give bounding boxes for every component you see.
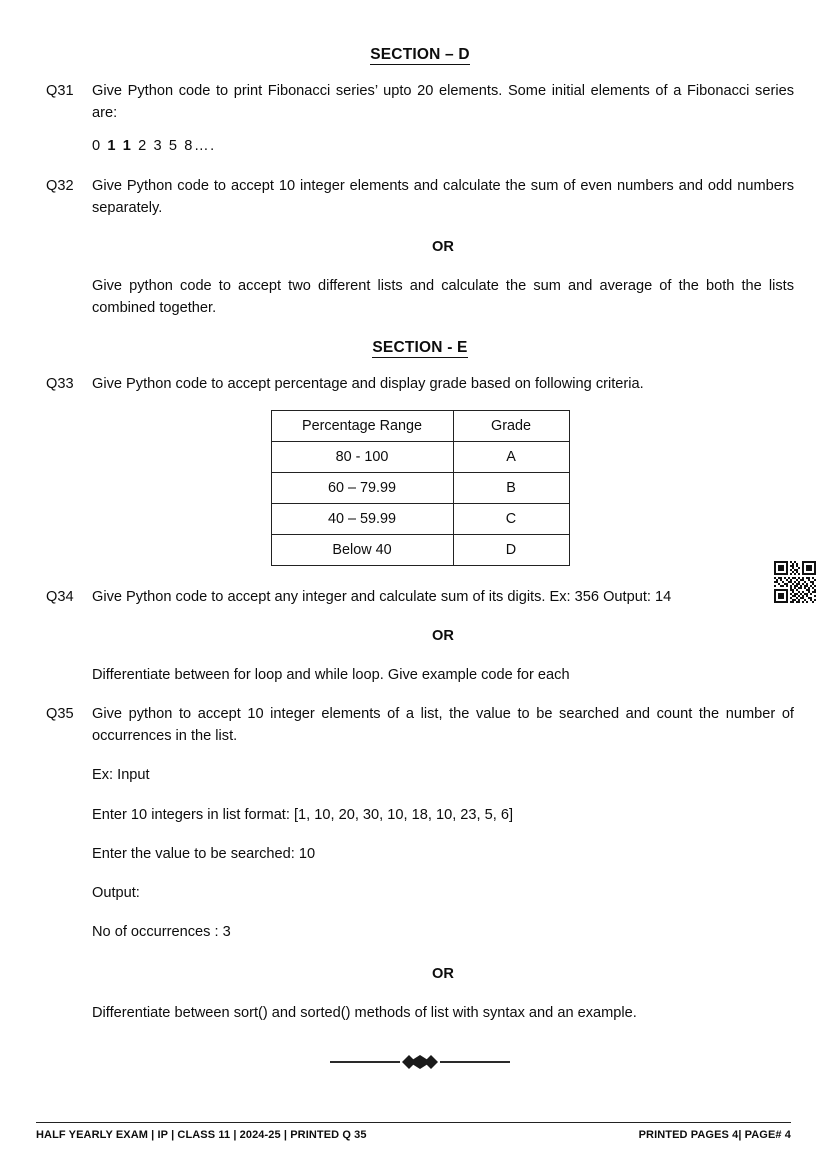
spacer	[92, 219, 794, 236]
spacer	[92, 258, 794, 275]
table-cell-range: Below 40	[271, 534, 453, 565]
spacer	[92, 747, 794, 764]
question-alt-text-q35: Differentiate between sort() and sorted() methods of list with syntax and an example.	[92, 1005, 637, 1022]
question-alt-text-q32: Give python code to accept two different lists and calculate the sum and average of the both the lists combined together.	[92, 278, 794, 317]
example-output-line: No of occurrences : 3	[92, 924, 231, 941]
question-q34	[46, 586, 794, 687]
question-text-q34: Give Python code to accept any integer and calculate sum of its digits. Ex: 356 Output: 14	[92, 588, 672, 605]
footer-right-text: PRINTED PAGES 4| PAGE# 4	[638, 1129, 791, 1141]
spacer	[46, 158, 794, 175]
fib-prefix: 0	[92, 138, 108, 155]
question-number-q35: Q35	[46, 706, 74, 723]
question-q31	[46, 80, 794, 158]
fib-suffix: 2 3 5 8….	[132, 138, 216, 155]
spacer	[92, 124, 794, 135]
question-number-q34: Q34	[46, 588, 74, 605]
question-q33	[46, 373, 794, 395]
table-header-row	[271, 410, 569, 441]
example-input-label: Ex: Input	[92, 767, 150, 784]
question-number-q32: Q32	[46, 177, 74, 194]
question-text-q33: Give Python code to accept percentage and display grade based on following criteria.	[92, 376, 644, 393]
grade-table-wrapper	[46, 410, 794, 566]
table-cell-grade: B	[453, 472, 569, 503]
end-of-paper-ornament	[46, 1051, 794, 1073]
table-header-grade: Grade	[453, 410, 569, 441]
table-cell-grade: D	[453, 534, 569, 565]
question-text-q35: Give python to accept 10 integer elements of a list, the value to be searched and count the number of occurrences in the list.	[92, 706, 794, 745]
question-q32	[46, 175, 794, 320]
qr-code-icon	[771, 561, 819, 603]
question-text-q31: Give Python code to print Fibonacci series’ upto 20 elements. Some initial elements of a Fibonacci series are:	[92, 83, 794, 122]
spacer	[46, 566, 794, 586]
diamond-divider-icon	[330, 1051, 510, 1073]
table-row	[271, 503, 569, 534]
example-search-line: Enter the value to be searched: 10	[92, 845, 316, 862]
question-body-q31	[92, 80, 794, 158]
qr-code	[771, 561, 819, 603]
question-q35	[46, 703, 794, 1025]
question-body-q34	[92, 586, 794, 687]
section-d-title: SECTION – D	[370, 46, 470, 63]
question-body-q35	[92, 703, 794, 1025]
table-row	[271, 441, 569, 472]
section-heading-d	[46, 46, 794, 64]
example-output-label: Output:	[92, 884, 140, 901]
table-cell-range: 80 - 100	[271, 441, 453, 472]
question-alt-text-q34: Differentiate between for loop and while loop. Give example code for each	[92, 666, 570, 683]
table-row	[271, 472, 569, 503]
spacer	[92, 647, 794, 664]
spacer	[46, 686, 794, 703]
question-number-q33: Q33	[46, 376, 74, 393]
section-heading-e	[46, 339, 794, 357]
table-cell-grade: A	[453, 441, 569, 472]
example-input-line: Enter 10 integers in list format: [1, 10, 20, 30, 10, 18, 10, 23, 5, 6]	[92, 806, 514, 823]
page-footer	[36, 1122, 791, 1141]
or-separator-q34: OR	[432, 627, 454, 644]
section-e-title: SECTION - E	[372, 339, 468, 357]
table-cell-range: 60 – 79.99	[271, 472, 453, 503]
spacer	[92, 826, 794, 843]
fibonacci-series-line	[92, 135, 794, 157]
or-separator-q32: OR	[432, 238, 454, 255]
table-cell-range: 40 – 59.99	[271, 503, 453, 534]
spacer	[92, 985, 794, 1002]
question-number-q31: Q31	[46, 83, 74, 99]
table-header-percentage-range: Percentage Range	[271, 410, 453, 441]
question-body-q32	[92, 175, 794, 320]
fib-bold: 1 1	[107, 138, 133, 155]
page-content	[46, 46, 794, 1073]
table-cell-grade: C	[453, 503, 569, 534]
grade-table	[271, 410, 570, 566]
spacer	[92, 943, 794, 963]
or-separator-q35: OR	[432, 966, 454, 983]
table-row	[271, 534, 569, 565]
spacer	[92, 787, 794, 804]
footer-left-text: HALF YEARLY EXAM | IP | CLASS 11 | 2024-25 | PRINTED Q 35	[36, 1129, 367, 1141]
spacer	[92, 865, 794, 882]
spacer	[92, 904, 794, 921]
question-body-q33	[92, 373, 794, 395]
spacer	[92, 608, 794, 625]
question-text-q32: Give Python code to accept 10 integer elements and calculate the sum of even numbers and odd numbers separately.	[92, 177, 794, 216]
